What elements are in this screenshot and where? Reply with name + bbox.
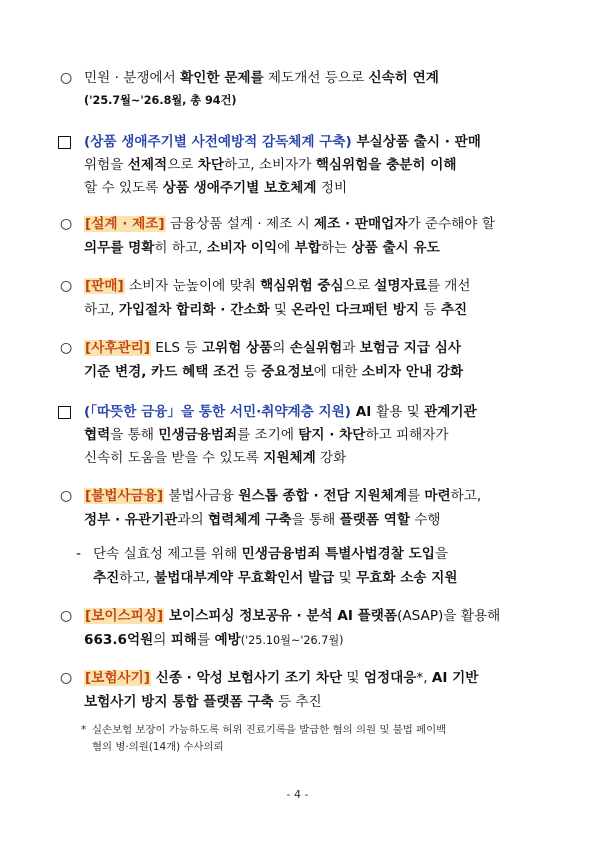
text-run: 협력 [84, 427, 111, 443]
text-run: 보험사기 방지 통합 플랫폼 구축 [84, 694, 274, 710]
text-run: 민원 · 분쟁에서 [84, 70, 181, 86]
text-run: 피해 [170, 632, 197, 648]
text-run: 지원체계 [263, 450, 316, 466]
text-run: 소비자 안내 강화 [361, 364, 464, 380]
text-run: 무효화 소송 지원 [356, 570, 458, 586]
text-run: 을 [434, 546, 449, 562]
category-tag: [보험사기] [85, 670, 150, 686]
text-line [84, 338, 461, 358]
text-run: 정비 [316, 180, 348, 196]
text-run: 플랫폼 역할 [339, 512, 410, 528]
text-run: 를 [406, 488, 425, 504]
text-line [84, 178, 347, 198]
text-line [84, 362, 463, 382]
text-run: 고위험 상품 [201, 340, 273, 356]
text-run: 등 [419, 302, 441, 318]
text-run: 핵심위험을 충분히 이해 [315, 157, 457, 173]
text-run: 확인한 문제를 [180, 70, 264, 86]
text-run: 부실상품 출시 · 판매 [351, 134, 481, 150]
text-run: 수행 [409, 512, 441, 528]
text-run: 중요정보 [261, 364, 314, 380]
text-run: 에 [277, 240, 295, 256]
text-run: 으로 [343, 278, 375, 294]
category-tag: [설계 · 제조] [85, 216, 165, 232]
category-tag: [불법사금융] [85, 488, 164, 504]
text-run: 가입절차 합리화 · 간소화 [118, 302, 270, 318]
text-run: 663.6억원 [84, 632, 154, 648]
circle-bullet-icon: ○ [60, 216, 73, 232]
text-line [84, 214, 495, 234]
text-run: 상품 출시 유도 [351, 240, 440, 256]
circle-bullet-icon: ○ [60, 670, 73, 686]
text-run: 하는 [320, 240, 352, 256]
text-line [84, 402, 477, 422]
text-run: 손실위험 [289, 340, 343, 356]
text-run: 부합 [294, 240, 321, 256]
text-run: 제조 · 판매업자 [314, 216, 408, 232]
circle-bullet-icon: ○ [60, 278, 73, 294]
text-run: 원스톱 종합 · 전담 지원체계 [238, 488, 407, 504]
text-run: 단속 실효성 제고를 위해 [93, 546, 242, 562]
text-line [84, 276, 471, 296]
text-run: 과의 [177, 512, 209, 528]
text-run: 예방 [214, 632, 241, 648]
text-run: 선제적 [127, 157, 168, 173]
text-run: 및 [342, 670, 364, 686]
square-bullet-icon [58, 136, 71, 149]
text-run: 할 수 있도록 [84, 180, 163, 196]
footnote-line: 실손보험 보장이 가능하도록 허위 진료기록을 발급한 혐의 의원 및 불법 페이백 [92, 724, 447, 736]
text-run: 하고, [84, 302, 119, 318]
dash-bullet-icon: - [76, 546, 82, 562]
text-run: 의 [153, 632, 171, 648]
text-run: 등 [239, 364, 262, 380]
text-run: 하고, [450, 488, 482, 504]
text-run: 하고, 소비자가 [223, 157, 316, 173]
footnote-marker: * [81, 724, 87, 736]
text-run: ELS 등 [150, 340, 202, 356]
text-run: 을 통해 [291, 512, 340, 528]
circle-bullet-icon: ○ [60, 340, 73, 356]
text-run: ('25.7월~'26.8월, 총 94건) [84, 94, 237, 107]
text-run: 을 통해 [110, 427, 159, 443]
text-line [84, 132, 481, 152]
text-run: 히 하고, [154, 240, 207, 256]
text-run: 등 추진 [273, 694, 322, 710]
text-run: 소비자 눈높이에 맞춰 [124, 278, 261, 294]
text-run: 신속히 연계 [368, 70, 439, 86]
circle-bullet-icon: ○ [60, 70, 73, 86]
text-run: 민생금융범죄 특별사법경찰 도입 [241, 546, 435, 562]
square-bullet-icon [58, 406, 71, 419]
text-run: 엄정대응 [363, 670, 417, 686]
text-run: 위험을 [84, 157, 128, 173]
text-run: 를 조기에 [237, 427, 299, 443]
text-run: 강화 [315, 450, 347, 466]
category-tag: [판매] [85, 278, 124, 294]
text-run: 신속히 도움을 받을 수 있도록 [84, 450, 264, 466]
text-run: 탐지 · 차단 [298, 427, 366, 443]
text-run: 관계기관 [424, 404, 477, 420]
text-run: 정부 · 유관기관 [84, 512, 178, 528]
text-run: 차단 [197, 157, 224, 173]
text-run: 으로 [167, 157, 198, 173]
text-run: 핵심위험 중심 [260, 278, 344, 294]
text-run: (ASAP)을 활용해 [397, 608, 501, 624]
text-run: (상품 생애주기별 사전예방적 감독체계 구축) [84, 134, 352, 150]
text-run: 불법사금융 [164, 488, 239, 504]
category-tag: [사후관리] [85, 340, 150, 356]
text-run: 및 [334, 570, 357, 586]
text-run: 기준 변경, 카드 혜택 조건 [84, 364, 240, 380]
text-run: 온라인 다크패턴 방지 [291, 302, 420, 318]
text-line [93, 544, 448, 564]
text-run: 를 개선 [426, 278, 471, 294]
text-run: 설명자료 [374, 278, 427, 294]
text-line [84, 692, 322, 712]
text-run: 의무를 명확 [84, 240, 155, 256]
text-run: 추진 [93, 570, 120, 586]
text-run: 및 [269, 302, 292, 318]
text-run: 과 [342, 340, 360, 356]
text-run: 활용 및 [376, 404, 425, 420]
text-run: 상품 생애주기별 보호체계 [162, 180, 317, 196]
text-run: 신종 · 악성 보험사기 조기 차단 [150, 670, 343, 686]
text-line [93, 568, 458, 588]
text-line [84, 606, 500, 626]
text-line [84, 668, 478, 688]
text-line [84, 238, 440, 258]
text-run: 에 대한 [313, 364, 362, 380]
text-run: 의 [272, 340, 290, 356]
text-run: 마련 [424, 488, 451, 504]
text-line [84, 448, 346, 468]
circle-bullet-icon: ○ [60, 608, 73, 624]
page-number: - 4 - [286, 788, 309, 801]
category-tag: [보이스피싱] [85, 608, 164, 624]
text-line [84, 630, 344, 651]
text-line [84, 425, 449, 445]
text-line [84, 300, 467, 320]
circle-bullet-icon: ○ [60, 488, 73, 504]
text-run: 소비자 이익 [206, 240, 278, 256]
footnote-line: 혐의 병·의원(14개) 수사의뢰 [92, 741, 224, 753]
text-run: 민생금융범죄 [158, 427, 238, 443]
text-run: AI 기반 [431, 670, 479, 686]
text-line [84, 486, 481, 506]
text-line [84, 155, 457, 175]
text-run: 보이스피싱 정보공유 · 분석 AI 플랫폼 [164, 608, 398, 624]
text-run: 협력체계 구축 [208, 512, 292, 528]
text-run: 금융상품 설계 · 제조 시 [165, 216, 315, 232]
text-run: 하고 피해자가 [365, 427, 449, 443]
text-run: 하고, [119, 570, 155, 586]
text-line [84, 510, 441, 530]
text-run: 불법대부계약 무효확인서 발급 [154, 570, 335, 586]
text-run: 추진 [440, 302, 468, 318]
text-run: 제도개선 등으로 [263, 70, 369, 86]
text-run: 가 준수해야 할 [407, 216, 495, 232]
text-line [84, 90, 237, 111]
text-run: (「따뜻한 금융」을 통한 서민·취약계층 지원) [84, 404, 352, 420]
text-run: AI [351, 404, 377, 420]
text-run: 보험금 지급 심사 [359, 340, 462, 356]
text-run: 를 [196, 632, 215, 648]
text-line [84, 68, 439, 88]
text-run: *, [416, 670, 432, 686]
text-run: ('25.10월~'26.7월) [240, 634, 344, 647]
